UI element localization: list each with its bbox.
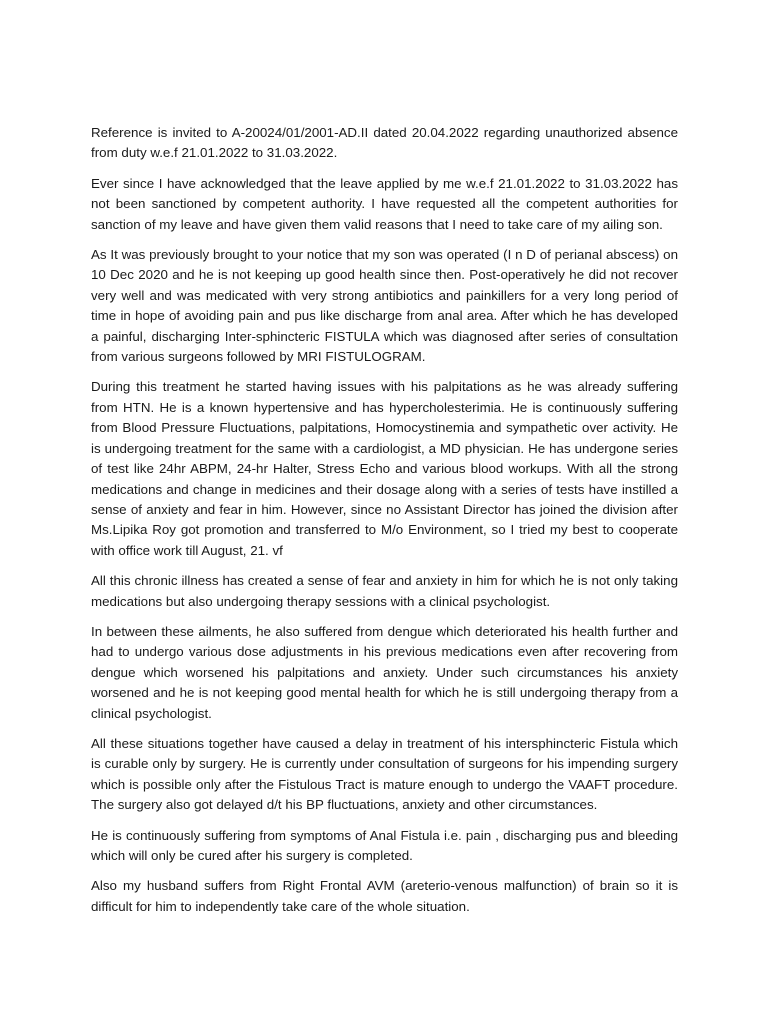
paragraph-anxiety: All this chronic illness has created a sense of fear and anxiety in him for which he is not only taking medications but also undergoing therapy sessions with a clinical psychologist.	[91, 573, 678, 609]
paragraph-dengue: In between these ailments, he also suffered from dengue which deteriorated his health further and had to undergo various dose adjustments in his previous medications even after recovering from dengue which worsened his palpitations and anxiety. Under such circumstances his anxiety worsened and he is not keeping good mental health for which he is still undergoing therapy from a clinical psychologist.	[91, 623, 678, 721]
paragraph-fistula-delay: All these situations together have caused a delay in treatment of his intersphincteric Fistula which is curable only by surgery. He is currently under consultation of surgeons for his impending surgery which is possible only after the Fistulous Tract is mature enough to undergo the VAAFT procedure. The surgery also got delayed d/t his BP fluctuations, anxiety and other circumstances.	[91, 735, 678, 813]
paragraph-husband-condition: Also my husband suffers from Right Frontal AVM (areterio-venous malfunction) of brain so it is difficult for him to independently take care of the whole situation.	[91, 878, 678, 914]
paragraph-leave-status: Ever since I have acknowledged that the leave applied by me w.e.f 21.01.2022 to 31.03.2022 has not been sanctioned by competent authority. I have requested all the competent authorities for sanction of my leave and have given them valid reasons that I need to take care of my ailing son.	[91, 175, 678, 232]
letter-body	[91, 123, 678, 927]
paragraph-surgery-history: As It was previously brought to your notice that my son was operated (I n D of perianal abscess) on 10 Dec 2020 and he is not keeping up good health since then. Post-operatively he did not recover very well and was medicated with very strong antibiotics and painkillers for a very long period of time in hope of avoiding pain and pus like discharge from anal area. After which he has developed a painful, discharging Inter-sphincteric FISTULA which was diagnosed after series of consultation from various surgeons followed by MRI FISTULOGRAM.	[91, 247, 678, 365]
paragraph-symptoms: He is continuously suffering from symptoms of Anal Fistula i.e. pain , discharging pus and bleeding which will only be cured after his surgery is completed.	[91, 827, 678, 863]
paragraph-reference: Reference is invited to A-20024/01/2001-AD.II dated 20.04.2022 regarding unauthorized absence from duty w.e.f 21.01.2022 to 31.03.2022.	[91, 125, 678, 161]
paragraph-cardiac-treatment: During this treatment he started having issues with his palpitations as he was already suffering from HTN. He is a known hypertensive and has hypercholesterimia. He is continuously suffering from Blood Pressure Fluctuations, palpitations, Homocystinemia and sympathetic over activity. He is undergoing treatment for the same with a cardiologist, a MD physician. He has undergone series of test like 24hr ABPM, 24-hr Halter, Stress Echo and various blood workups. With all the strong medications and change in medicines and their dosage along with a series of tests have instilled a sense of anxiety and fear in him. However, since no Assistant Director has joined the division after Ms.Lipika Roy got promotion and transferred to M/o Environment, so I tried my best to cooperate with office work till August, 21. vf	[91, 379, 678, 558]
